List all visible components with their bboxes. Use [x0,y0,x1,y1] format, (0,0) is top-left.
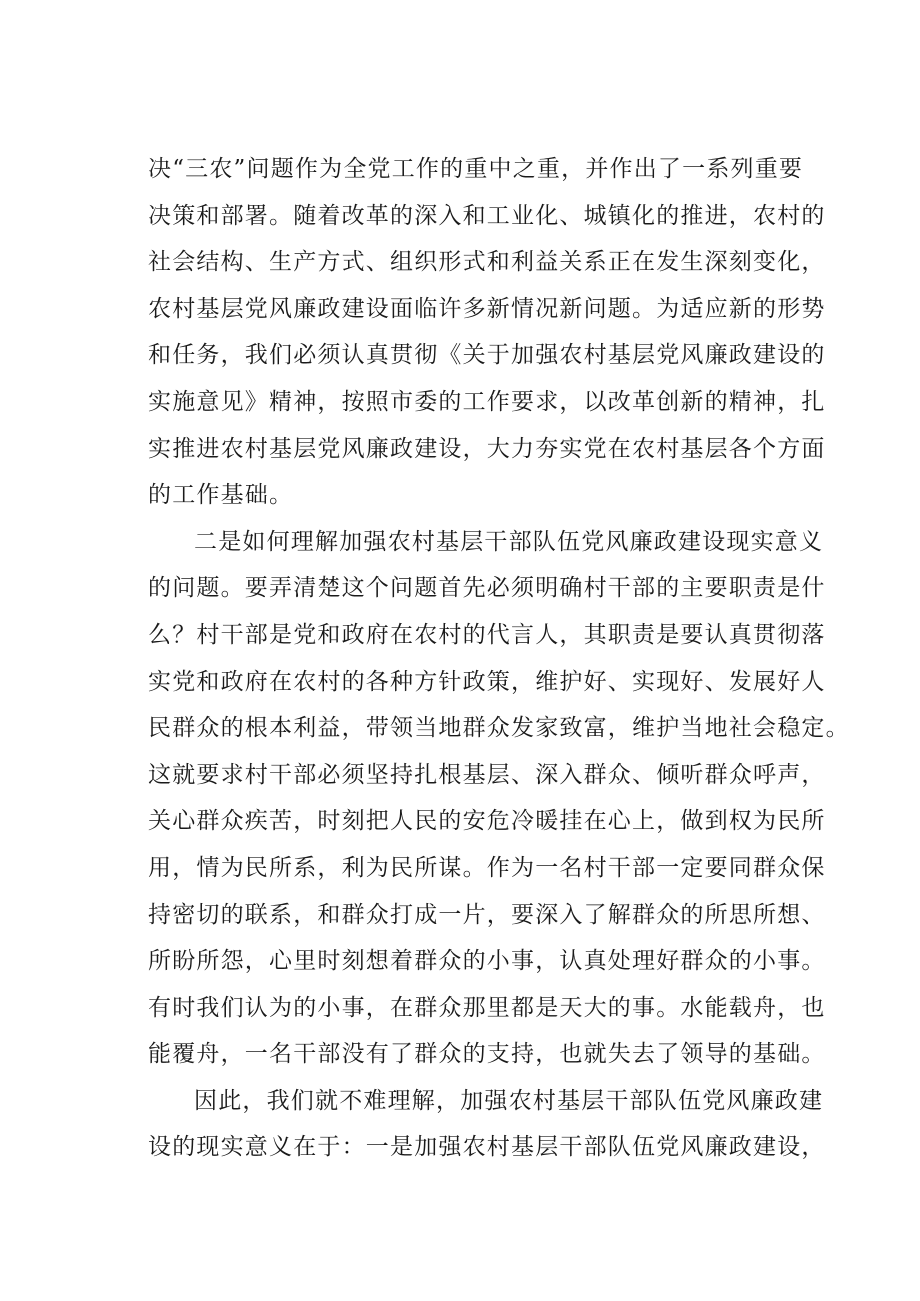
text-line: 设的现实意义在于：一是加强农村基层干部队伍党风廉政建设， [148,1134,826,1161]
text-line: 的工作基础。 [148,482,294,509]
text-line: 民群众的根本利益，带领当地群众发家致富，维护当地社会稳定。 [148,715,850,742]
text-line: 么？村干部是党和政府在农村的代言人，其职责是要认真贯彻落 [148,621,826,648]
text-line: 能覆舟，一名干部没有了群众的支持，也就失去了领导的基础。 [148,1041,826,1068]
body-text [148,146,850,1171]
text-line: 农村基层党风廉政建设面临许多新情况新问题。为适应新的形势 [148,295,826,322]
text-line: 实施意见》精神，按照市委的工作要求，以改革创新的精神，扎 [148,388,826,415]
text-line: 这就要求村干部必须坚持扎根基层、深入群众、倾听群众呼声， [148,761,826,788]
text-line: 决“三农”问题作为全党工作的重中之重，并作出了一系列重要 [148,156,804,182]
text-line: 关心群众疾苦，时刻把人民的安危冷暖挂在心上，做到权为民所 [148,808,826,835]
text-line: 用，情为民所系，利为民所谋。作为一名村干部一定要同群众保 [148,854,826,881]
text-line: 的问题。要弄清楚这个问题首先必须明确村干部的主要职责是什 [148,575,826,602]
text-line: 有时我们认为的小事，在群众那里都是天大的事。水能载舟，也 [148,994,826,1021]
paragraph-start-line: 因此，我们就不难理解，加强农村基层干部队伍党风廉政建 [194,1087,824,1114]
text-line: 实推进农村基层党风廉政建设，大力夯实党在农村基层各个方面 [148,435,826,462]
text-line: 持密切的联系，和群众打成一片，要深入了解群众的所思所想、 [148,901,826,928]
paragraph-start-line: 二是如何理解加强农村基层干部队伍党风廉政建设现实意义 [194,528,824,555]
text-line: 和任务，我们必须认真贯彻《关于加强农村基层党风廉政建设的 [148,342,826,369]
text-line: 实党和政府在农村的各种方针政策，维护好、实现好、发展好人 [148,668,826,695]
text-line: 所盼所怨，心里时刻想着群众的小事，认真处理好群众的小事。 [148,948,826,975]
text-line: 决策和部署。随着改革的深入和工业化、城镇化的推进，农村的 [148,202,826,229]
text-line: 社会结构、生产方式、组织形式和利益关系正在发生深刻变化， [148,249,826,276]
